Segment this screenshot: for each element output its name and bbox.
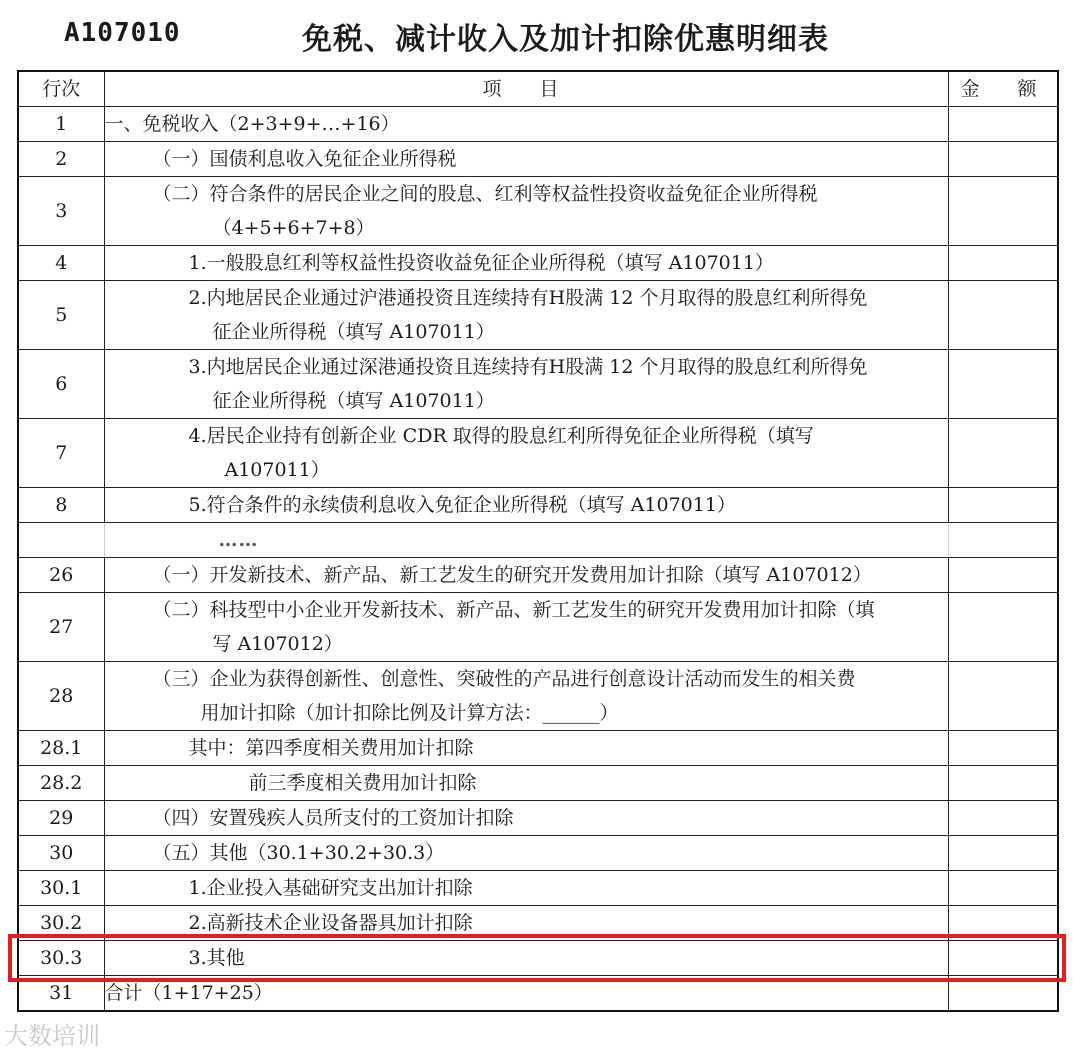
- ellipsis-row: [18, 523, 1058, 558]
- row-item-text: （三）企业为获得创新性、创意性、突破性的产品进行创意设计活动而发生的相关费: [152, 668, 856, 690]
- row-number: 1: [18, 107, 104, 142]
- row-number: 2: [18, 142, 104, 177]
- form-code: A107010: [64, 18, 181, 48]
- row-number: 30: [18, 836, 104, 871]
- table-row: [18, 107, 1058, 142]
- table-row: [18, 558, 1058, 593]
- row-item: [104, 558, 948, 593]
- row-item: [104, 488, 948, 523]
- row-item: [104, 731, 948, 766]
- table-row: [18, 731, 1058, 766]
- row-number: 29: [18, 801, 104, 836]
- row-item-text: 1.企业投入基础研究支出加计扣除: [188, 877, 473, 899]
- amount-cell[interactable]: [948, 558, 1058, 593]
- row-item: [104, 662, 948, 731]
- amount-cell: [948, 523, 1058, 558]
- table-row: [18, 801, 1058, 836]
- row-item-text: 一、免税收入（2+3+9+…+16）: [104, 113, 400, 135]
- row-number: 26: [18, 558, 104, 593]
- row-item: [104, 801, 948, 836]
- row-number: 8: [18, 488, 104, 523]
- table-row: [18, 871, 1058, 906]
- row-item-text-cont: 用加计扣除（加计扣除比例及计算方法：______）: [200, 702, 619, 724]
- row-item-text: （一）开发新技术、新产品、新工艺发生的研究开发费用加计扣除（填写 A107012）: [152, 564, 872, 586]
- row-item-text: 3.内地居民企业通过深港通投资且连续持有H股满 12 个月取得的股息红利所得免: [188, 356, 868, 378]
- col-header-amount: [948, 71, 1058, 107]
- row-item-text: （二）符合条件的居民企业之间的股息、红利等权益性投资收益免征企业所得税: [152, 183, 818, 205]
- row-number: 4: [18, 246, 104, 281]
- row-number: 28.2: [18, 766, 104, 801]
- amount-cell[interactable]: [948, 350, 1058, 419]
- table-row: [18, 488, 1058, 523]
- table-row: [18, 662, 1058, 731]
- amount-cell[interactable]: [948, 177, 1058, 246]
- col-header-row-no: 行次: [18, 71, 104, 107]
- table-row: [18, 142, 1058, 177]
- table-row: [18, 281, 1058, 350]
- table-row: [18, 836, 1058, 871]
- amount-cell[interactable]: [948, 662, 1058, 731]
- col-header-item-label: 项 目: [482, 78, 559, 100]
- row-item: [104, 871, 948, 906]
- col-header-amount-label: 金 额: [960, 78, 1037, 100]
- amount-cell[interactable]: [948, 246, 1058, 281]
- row-item: [104, 419, 948, 488]
- row-number: 28.1: [18, 731, 104, 766]
- amount-cell[interactable]: [948, 871, 1058, 906]
- amount-cell[interactable]: [948, 488, 1058, 523]
- row-item: [104, 281, 948, 350]
- amount-cell[interactable]: [948, 801, 1058, 836]
- row-item-text: 合计（1+17+25）: [104, 982, 273, 1004]
- row-item-text: （一）国债利息收入免征企业所得税: [152, 148, 457, 170]
- row-item-text-cont: 征企业所得税（填写 A107011）: [212, 390, 495, 412]
- row-item-text-cont: 征企业所得税（填写 A107011）: [212, 321, 495, 343]
- amount-cell[interactable]: [948, 419, 1058, 488]
- row-number: 3: [18, 177, 104, 246]
- row-item: [104, 142, 948, 177]
- col-header-item: [104, 71, 948, 107]
- row-number: 6: [18, 350, 104, 419]
- row-item: [104, 177, 948, 246]
- row-item-text: （四）安置残疾人员所支付的工资加计扣除: [152, 807, 514, 829]
- form-title: 免税、减计收入及加计扣除优惠明细表: [302, 22, 829, 57]
- row-item-text-cont: 写 A107012）: [212, 633, 343, 655]
- detail-table: [17, 70, 1059, 1012]
- table-row: [18, 177, 1058, 246]
- row-item: [104, 593, 948, 662]
- row-item-text-cont: A107011）: [224, 459, 330, 481]
- row-number: 30.3: [18, 941, 104, 976]
- row-number: 28: [18, 662, 104, 731]
- amount-cell[interactable]: [948, 142, 1058, 177]
- row-item: [104, 836, 948, 871]
- row-item-text: 5.符合条件的永续债利息收入免征企业所得税（填写 A107011）: [188, 494, 736, 516]
- table-row: [18, 593, 1058, 662]
- row-item-text: 2.内地居民企业通过沪港通投资且连续持有H股满 12 个月取得的股息红利所得免: [188, 287, 868, 309]
- row-number: 30.1: [18, 871, 104, 906]
- row-number: 31: [18, 976, 104, 1012]
- row-number: 27: [18, 593, 104, 662]
- amount-cell[interactable]: [948, 731, 1058, 766]
- watermark: 大数培训: [4, 1022, 100, 1050]
- table-row: [18, 766, 1058, 801]
- table-row: [18, 350, 1058, 419]
- row-number: 7: [18, 419, 104, 488]
- row-number: [18, 523, 104, 558]
- row-item-text: 其中：第四季度相关费用加计扣除: [188, 737, 474, 759]
- row-number: 5: [18, 281, 104, 350]
- row-item-text: （五）其他（30.1+30.2+30.3）: [152, 842, 445, 864]
- row-item-text: 2.高新技术企业设备器具加计扣除: [188, 912, 473, 934]
- table-header-row: [18, 71, 1058, 107]
- row-item-text: 1.一般股息红利等权益性投资收益免征企业所得税（填写 A107011）: [188, 252, 774, 274]
- highlight-box: [8, 934, 1066, 982]
- form-header: [0, 0, 1080, 60]
- row-item: [104, 350, 948, 419]
- row-item-text: 3.其他: [188, 947, 245, 969]
- amount-cell[interactable]: [948, 281, 1058, 350]
- amount-cell[interactable]: [948, 766, 1058, 801]
- table-row: [18, 419, 1058, 488]
- row-item: [104, 246, 948, 281]
- ellipsis-marker: ……: [218, 529, 259, 551]
- row-item-text: 4.居民企业持有创新企业 CDR 取得的股息红利所得免征企业所得税（填写: [188, 425, 814, 447]
- amount-cell[interactable]: [948, 107, 1058, 142]
- row-number: 30.2: [18, 906, 104, 941]
- amount-cell[interactable]: [948, 593, 1058, 662]
- row-item: [104, 766, 948, 801]
- row-item-text: 前三季度相关费用加计扣除: [248, 772, 477, 794]
- row-item-text-cont: （4+5+6+7+8）: [212, 217, 375, 239]
- table-row: [18, 246, 1058, 281]
- row-item: [104, 523, 948, 558]
- row-item-text: （二）科技型中小企业开发新技术、新产品、新工艺发生的研究开发费用加计扣除（填: [152, 599, 875, 621]
- amount-cell[interactable]: [948, 836, 1058, 871]
- row-item: [104, 107, 948, 142]
